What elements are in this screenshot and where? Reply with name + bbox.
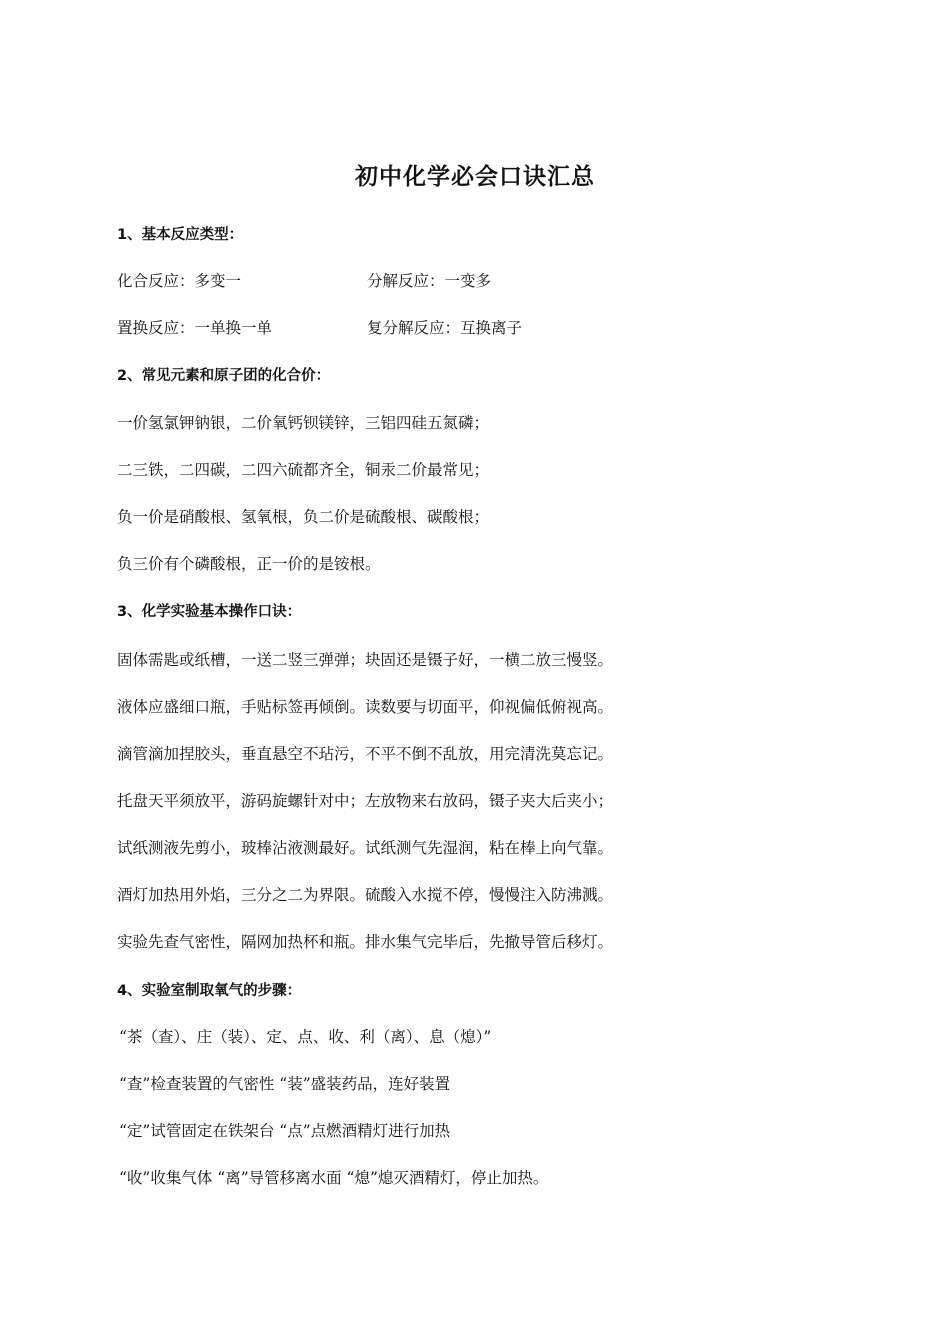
text-line: 酒灯加热用外焰，三分之二为界限。硫酸入水搅不停，慢慢注入防沸溅。 [117, 886, 614, 904]
section-heading: 1、基本反应类型： [117, 227, 244, 243]
text-line: 实验先查气密性，隔网加热杯和瓶。排水集气完毕后，先撤导管后移灯。 [117, 933, 614, 951]
text-line: 负一价是硝酸根、氢氧根，负二价是硫酸根、碳酸根； [117, 508, 490, 526]
text-line: 托盘天平须放平，游码旋螺针对中；左放物来右放码，镊子夹大后夹小； [117, 792, 614, 810]
section-heading: 3、化学实验基本操作口诀： [117, 604, 302, 620]
text-line: 试纸测液先剪小，玻棒沾液测最好。试纸测气先湿润，粘在棒上向气靠。 [117, 839, 614, 857]
section-heading: 2、常见元素和原子团的化合价： [117, 368, 331, 384]
text-line: “收”收集气体 “离”导管移离水面 “熄”熄灭酒精灯，停止加热。 [119, 1169, 549, 1187]
reaction-type: 化合反应：多变一 [117, 272, 242, 290]
page-title: 初中化学必会口诀汇总 [355, 163, 595, 190]
text-line: “定”试管固定在铁架台 “点”点燃酒精灯进行加热 [119, 1122, 451, 1140]
text-line: 一价氢氯钾钠银，二价氧钙钡镁锌，三铝四硅五氮磷； [117, 414, 490, 432]
text-line [117, 271, 492, 291]
text-line: 负三价有个磷酸根，正一价的是铵根。 [117, 555, 381, 573]
section-heading: 4、实验室制取氧气的步骤： [117, 983, 302, 999]
text-line: “茶（查）、庄（装）、定、点、收、利（离）、息（熄）” [119, 1028, 492, 1046]
text-line: 固体需匙或纸槽，一送二竖三弹弹；块固还是镊子好，一横二放三慢竖。 [117, 651, 614, 669]
reaction-type: 置换反应：一单换一单 [117, 319, 273, 337]
text-line: “查”检查装置的气密性 “装”盛装药品，连好装置 [119, 1075, 451, 1093]
text-line: 二三铁，二四碳，二四六硫都齐全，铜汞二价最常见； [117, 461, 490, 479]
reaction-type: 分解反应：一变多 [367, 272, 492, 290]
reaction-type: 复分解反应：互换离子 [367, 319, 523, 337]
text-line: 液体应盛细口瓶，手贴标签再倾倒。读数要与切面平，仰视偏低俯视高。 [117, 698, 614, 716]
text-line [117, 318, 523, 338]
text-line: 滴管滴加捏胶头，垂直悬空不玷污，不平不倒不乱放，用完清洗莫忘记。 [117, 745, 614, 763]
